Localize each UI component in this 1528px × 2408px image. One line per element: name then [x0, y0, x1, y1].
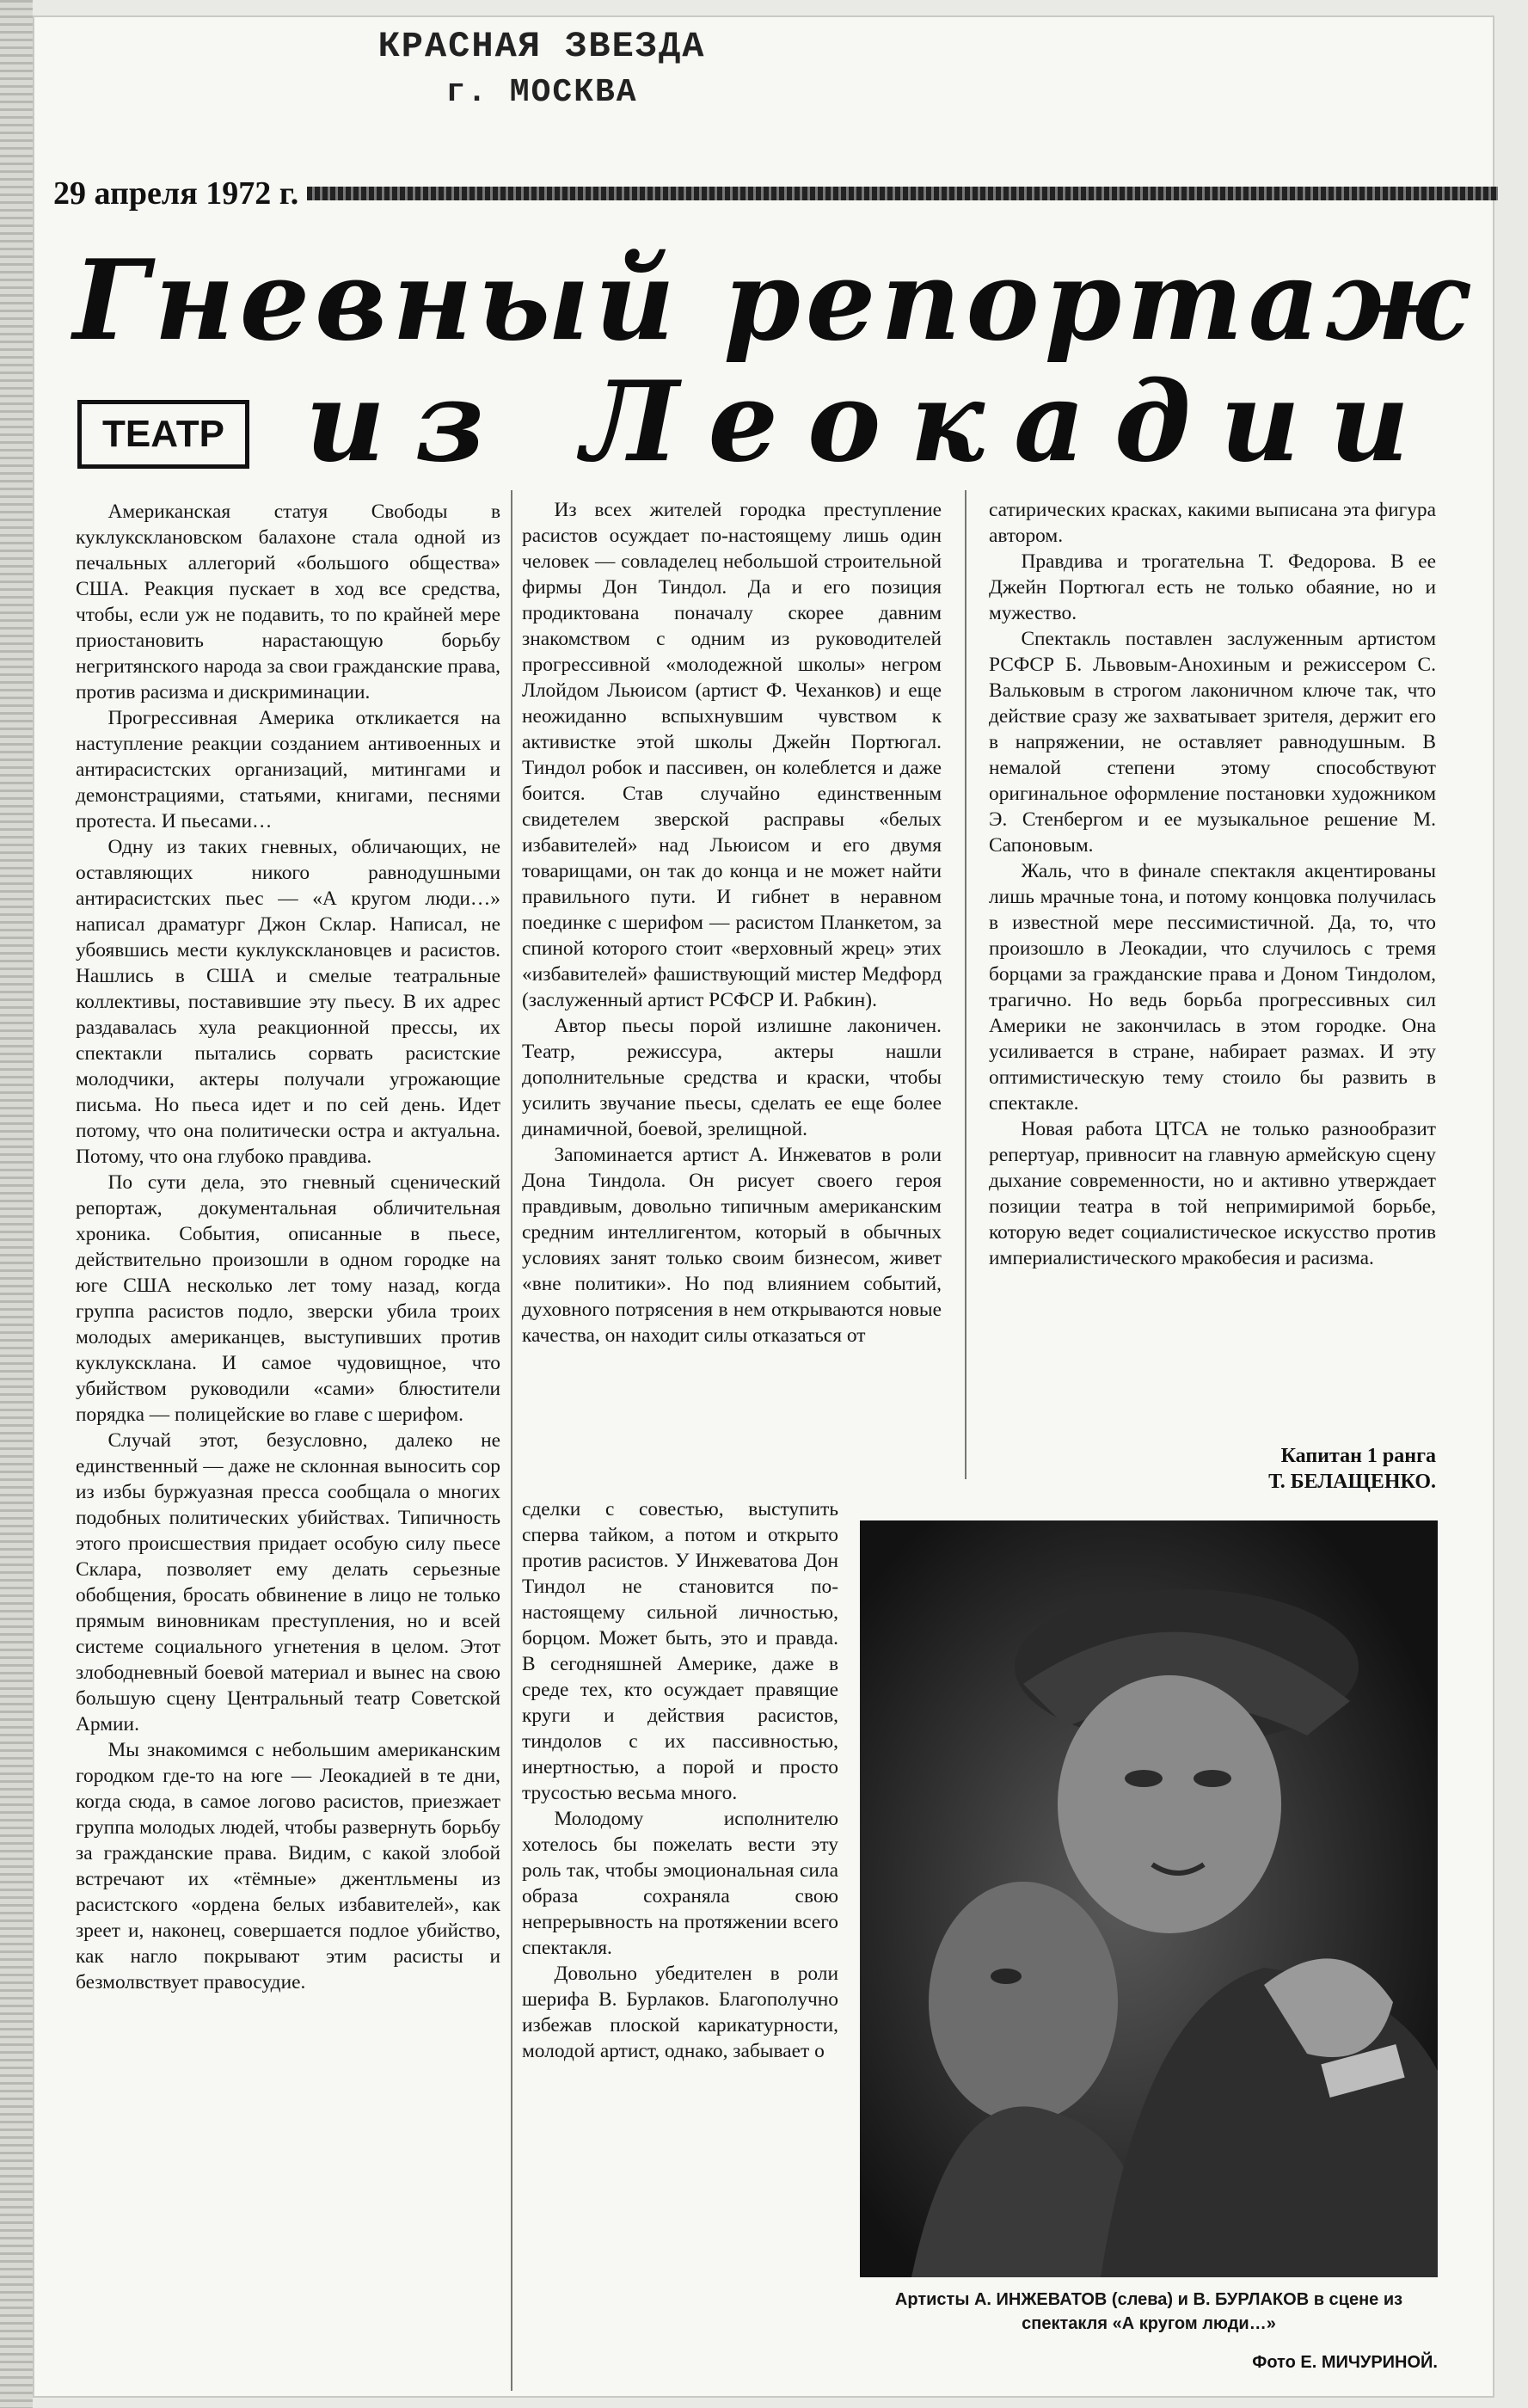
photo-caption: Артисты А. ИНЖЕВАТОВ (слева) и В. БУРЛАКОВ в сцене из спектакля «А кругом люди…»: [894, 2290, 1403, 2333]
stamp-paper-name: КРАСНАЯ ЗВЕЗДА: [377, 26, 706, 67]
paragraph: Довольно убедителен в роли шерифа В. Бурлаков. Благополучно избежав плоской карикатурности, молодой артист, однако, забывает о: [522, 1963, 838, 2062]
paragraph: Одну из таких гневных, обличающих, не оставляющих никого равнодушными антирасистских пьес — «А кругом люди…» написал драматург Джон Склар. Написал, не убоявшись мести куклуксклановцев и расистов. Нашлись в США и смелые театральные коллективы, поставившие эту пьесу. В их адрес раздавалась хула реакционной прессы, их спектакли пытались сорвать расистские молодчики, актеры получали угрожающие письма. Но пьеса идет и по сей день. Идет потому, что она политически остра и актуальна. Потому, что она глубоко правдива.: [76, 836, 500, 1168]
scene-photo-image: [860, 1520, 1438, 2277]
photo-credit: Фото Е. МИЧУРИНОЙ.: [1252, 2353, 1438, 2372]
paragraph: Случай этот, безусловно, далеко не единственный — даже не склонная выносить сор из избы буржуазная пресса сообщала о многих подобных политических убийствах. Типичность этого происшествия придает особую силу пьесе Склара, позволяет ему делать серьезные обобщения, бросать обвинение в лицо не только прямым виновникам преступления, но и всей системе социального угнетения в целом. Этот злободневный боевой материал и вынес на свою большую сцену Центральный театр Советской Армии.: [76, 1429, 500, 1735]
paragraph: Новая работа ЦТСА не только разнообразит репертуар, привносит на главную армейскую сцену дыхание современности, но и активно утверждает позиции театра в той непримиримой борьбе, которую ведет социалистическое искусство против империалистического мракобесия и расизма.: [989, 1118, 1436, 1269]
archive-stamp: [361, 26, 722, 111]
paragraph: Автор пьесы порой излишне лаконичен. Театр, режиссура, актеры нашли дополнительные средства и краски, чтобы усилить звучание пьесы, сделать ее еще более динамичной, боевой, зрелищной.: [522, 1015, 942, 1140]
paragraph: Американская статуя Свободы в куклуксклановском балахоне стала одной из печальных аллегорий «большого общества» США. Реакция пускает в ход все средства, чтобы, если уж не подавить, то по крайней мере приостановить нарастающую борьбу негритянского народа за свои гражданские права, против расизма и дискриминации.: [76, 501, 500, 703]
article-column-3: [989, 497, 1436, 1271]
dateline: [53, 176, 1498, 211]
article-column-1: [76, 499, 500, 1995]
paragraph: По сути дела, это гневный сценический репортаж, документальная обличительная хроника. События, описанные в пьесе, действительно произошли в одном городке на юге США несколько лет тому назад, когда группа расистов подло, зверски убила троих молодых американцев, выступивших против куклуксклана. И самое чудовищное, что убийством руководили «сами» блюстители порядка — полицейские во главе с шерифом.: [76, 1171, 500, 1426]
dateline-rule: [307, 187, 1498, 200]
author-rank: Капитан 1 ранга: [1280, 1445, 1436, 1467]
paragraph: сатирических красках, какими выписана эта фигура автором.: [989, 499, 1436, 547]
paragraph: Прогрессивная Америка откликается на наступление реакции созданием антивоенных и антирасистских организаций, митингами и демонстрациями, статьями, книгами, песнями протеста. И пьесами…: [76, 707, 500, 832]
paragraph: Запоминается артист А. Инжеватов в роли Дона Тиндола. Он рисует своего героя правдивым, довольно типичным американским средним интеллигентом, который в обычных условиях занят только своим бизнесом, живет «вне политики». Но под влиянием событий, духовного потрясения в нем открываются новые качества, он находит силы отказаться от: [522, 1144, 942, 1347]
article-column-2-continued: [522, 1496, 838, 2064]
rubric-label: ТЕАТР: [77, 400, 249, 469]
stamp-city: г. МОСКВА: [445, 74, 638, 111]
paragraph: сделки с совестью, выступить сперва тайком, а потом и открыто против расистов. У Инжеватова Дон Тиндол не становится по-настоящему сильной личностью, борцом. Может быть, это и правда. В сегодняшней Америке, даже в среде тех, кто осуждает правящие круги и действия расистов, тиндолов с их пассивностью, инертностью, а порой и просто трусостью весьма много.: [522, 1498, 838, 1804]
author-name: Т. БЕЛАЩЕНКО.: [1268, 1471, 1436, 1493]
scan-edge: [0, 0, 33, 2408]
article-column-2: [522, 497, 942, 1348]
publication-date: 29 апреля 1972 г.: [53, 175, 299, 212]
paragraph: Мы знакомимся с небольшим американским городком где-то на юге — Леокадией в те дни, когда сюда, в самое логово расистов, приезжает группа молодых людей, чтобы развернуть борьбу за гражданские права. Видим, с какой злобой встречают их «тёмные» джентльмены из расистского «ордена белых избавителей», как зреет и, наконец, совершается подлое убийство, как нагло покрывают этим расисты и безмолвствует правосудие.: [76, 1739, 500, 1993]
paragraph: Из всех жителей городка преступление расистов осуждает по-настоящему лишь один человек — совладелец небольшой строительной фирмы Дон Тиндол. Да и его позиция продиктована поначалу скорее давним знакомством с одним из руководителей прогрессивной «молодежной школы» негром Ллойдом Льюисом (артист Ф. Чеханков) и еще неожиданно вспыхнувшим чувством к активистке этой школы Джейн Портюгал. Тиндол робок и пассивен, он колеблется и даже боится. Став случайно единственным свидетелем зверской расправы «белых избавителей» над Льюисом и его двумя товарищами, он так до конца и не может найти правильного пути. И гибнет в неравном поединке с шерифом — расистом Планкетом, за спиной которого стоит «верховный жрец» этих «избавителей» фашиствующий мистер Медфорд (заслуженный артист РСФСР И. Рабкин).: [522, 499, 942, 1011]
article-headline: [73, 236, 1474, 487]
headline-line-2: из Леокадии: [305, 357, 1439, 487]
paragraph: Молодому исполнителю хотелось бы пожелать вести эту роль так, чтобы эмоциональная сила образа сохраняла свою непрерывность на протяжении всего спектакля.: [522, 1808, 838, 1959]
column-divider: [511, 490, 512, 2391]
headline-line-1: Гневный репортаж: [73, 236, 1474, 366]
paragraph: Правдива и трогательна Т. Федорова. В ее Джейн Портюгал есть не только обаяние, но и мужество.: [989, 550, 1436, 624]
paragraph: Спектакль поставлен заслуженным артистом РСФСР Б. Львовым-Анохиным и режиссером С. Вальковым в строгом лаконичном ключе так, что действие сразу же захватывает зрителя, держит его в напряжении, не оставляет равнодушным. В немалой степени этому способствуют оригинальное оформление постановки художником Э. Стенбергом и ее музыкальное решение М. Сапоновым.: [989, 628, 1436, 857]
paragraph: Жаль, что в финале спектакля акцентированы лишь мрачные тона, и потому концовка получилась в известной мере пессимистичной. Да, то, что произошло в Леокадии, что случилось с тремя борцами за гражданские права и Доном Тиндолом, трагично. Но ведь борьба прогрессивных сил Америки не закончилась в этом городке. Она усиливается в стране, набирает размах. И эту оптимистическую тему стоило бы развить в спектакле.: [989, 860, 1436, 1115]
author-signature: [989, 1443, 1436, 1495]
scene-photo: [860, 1520, 1438, 2277]
column-divider: [965, 490, 967, 1479]
